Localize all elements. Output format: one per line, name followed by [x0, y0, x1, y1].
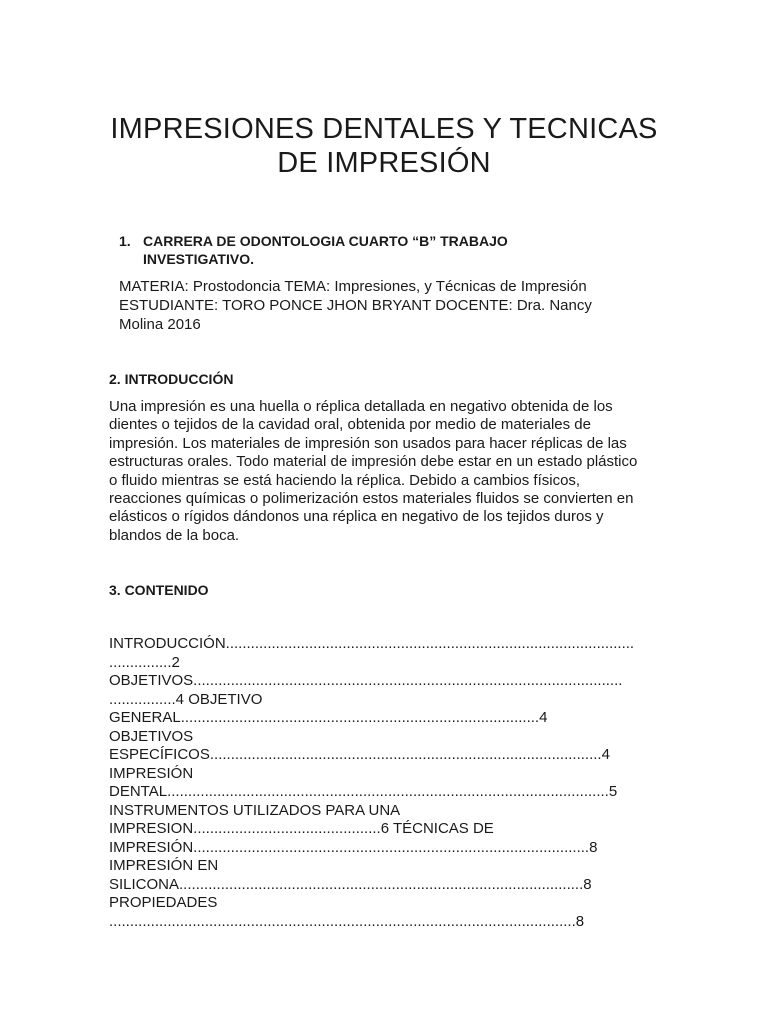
- paragraph-line: estructuras orales. Todo material de impresión debe estar en un estado plástico: [109, 453, 638, 471]
- toc-line: INTRODUCCIÓN..................................................................................................: [109, 635, 635, 652]
- introduction-paragraph: [109, 398, 669, 545]
- section-1-number: 1.: [119, 233, 131, 249]
- toc-line: ................................................................................................................8: [109, 912, 585, 930]
- info-line: ESTUDIANTE: TORO PONCE JHON BRYANT DOCENTE: Dra. Nancy: [119, 297, 592, 314]
- paragraph-line: blandos de la boca.: [109, 526, 240, 544]
- paragraph-line: reacciones químicas o polimerización estos materiales fluidos se convierten en: [109, 490, 634, 508]
- toc-line: ESPECÍFICOS..............................................................................................4: [109, 746, 610, 763]
- paragraph-line: dientes o tejidos de la cavidad oral, obtenida por medio de materiales de: [109, 416, 591, 434]
- table-of-contents: [109, 635, 669, 931]
- title-line-2: DE IMPRESIÓN: [277, 147, 491, 179]
- toc-line: ...............2: [109, 653, 180, 671]
- toc-line: IMPRESION.............................................6 TÉCNICAS DE: [109, 820, 494, 837]
- paragraph-line: impresión. Los materiales de impresión son usados para hacer réplicas de las: [109, 434, 627, 452]
- section-1-heading: [119, 232, 659, 268]
- contents-heading: 3. CONTENIDO: [109, 582, 209, 598]
- paragraph-line: elásticos o rígidos dándonos una réplica en negativo de los tejidos duros y: [109, 508, 604, 526]
- toc-line: IMPRESIÓN...............................................................................................8: [109, 838, 598, 856]
- toc-line: IMPRESIÓN EN: [109, 857, 219, 874]
- toc-line: IMPRESIÓN: [109, 764, 194, 782]
- toc-line: SILICONA.................................................................................................8: [109, 875, 592, 893]
- toc-line: GENERAL......................................................................................4: [109, 709, 548, 726]
- paragraph-line: Una impresión es una huella o réplica detallada en negativo obtenida de los: [109, 398, 613, 415]
- document-title: [0, 112, 768, 180]
- info-line: MATERIA: Prostodoncia TEMA: Impresiones, y Técnicas de Impresión: [119, 278, 587, 295]
- toc-line: DENTAL..........................................................................................................5: [109, 783, 618, 800]
- toc-line: PROPIEDADES: [109, 894, 218, 911]
- toc-line: ................4 OBJETIVO: [109, 690, 263, 708]
- title-line-1: IMPRESIONES DENTALES Y TECNICAS: [110, 113, 658, 145]
- toc-line: INSTRUMENTOS UTILIZADOS PARA UNA: [109, 801, 401, 819]
- course-info: [119, 277, 639, 334]
- introduction-heading: 2. INTRODUCCIÓN: [109, 371, 234, 387]
- info-line: Molina 2016: [119, 316, 201, 333]
- section-1-line-2: INVESTIGATIVO.: [143, 251, 254, 267]
- toc-line: OBJETIVOS: [109, 727, 194, 745]
- toc-line: OBJETIVOS.......................................................................................................: [109, 672, 623, 689]
- paragraph-line: o fluido mientras se está haciendo la réplica. Debido a cambios físicos,: [109, 471, 581, 489]
- section-1-line-1: CARRERA DE ODONTOLOGIA CUARTO “B” TRABAJO: [143, 233, 508, 249]
